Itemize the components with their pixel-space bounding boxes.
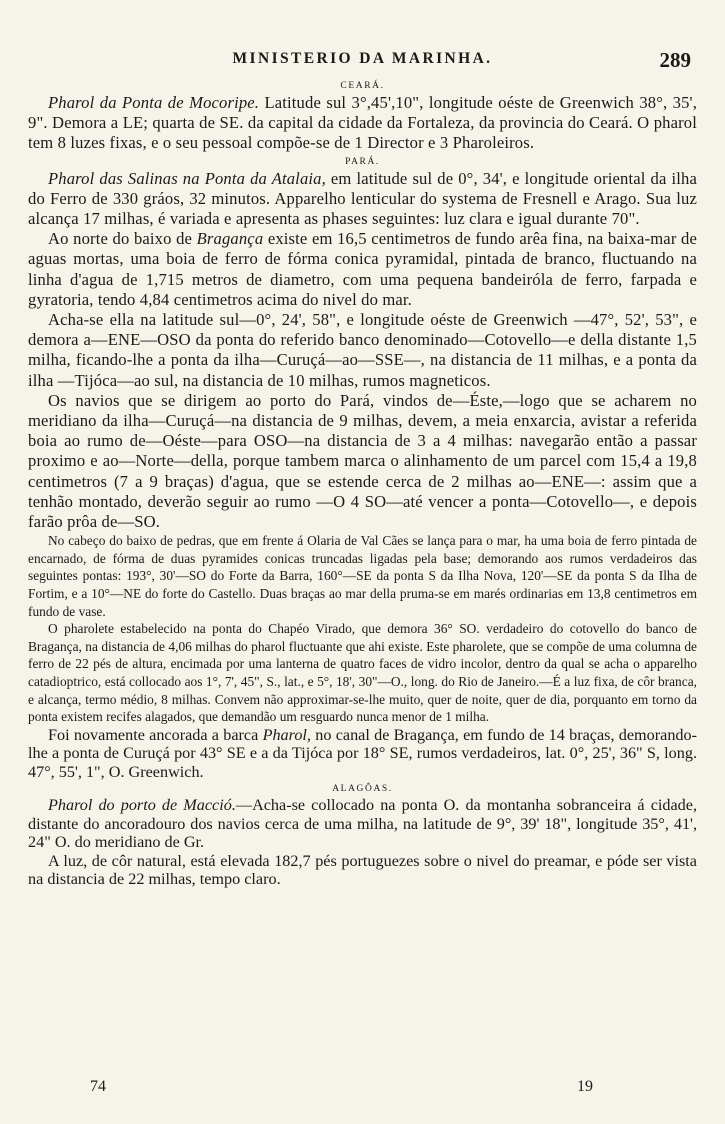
section-heading-para: PARÁ. (345, 156, 380, 167)
signature-mark: 74 (90, 1078, 106, 1095)
paragraph-text: Foi novamente ancorada a barca (48, 725, 263, 744)
place-name: Bragança (196, 229, 264, 249)
paragraph-ceara-pharol (28, 93, 697, 154)
paragraph-para-barca (28, 726, 697, 782)
place-name: Pharol das Salinas na Ponta da Atalaia, (48, 168, 326, 188)
page-header (30, 48, 695, 74)
paragraph-para-position: Acha-se ella na latitude sul—0°, 24', 58", e longitude oéste de Greenwich —47°, 52', 53", e demora a—ENE—OSO da ponta do referido banco denominado—Cotovello—e della distante 1,5 milha, ficando-lhe a ponta da ilha—Curuçá—ao—SSE—, na distancia de 11 milhas, e a ponta da ilha —Tijóca—ao sul, na distancia de 10 milhas, rumos magneticos. (28, 310, 697, 390)
paragraph-text: Latitude sul 3°,45',10", longitude oéste de Greenwich 38°, 35', 9". Demora a LE; quarta de SE. da capital da cidade da Fortaleza, da provincia do Ceará. O pharol tem 8 luzes fixas, e o seu pessoal compõe-se de 1 Director e 3 Pharoleiros. (28, 93, 697, 153)
paragraph-text: em latitude sul de 0°, 34', e longitude oriental da ilha do Ferro de 330 gráos, 32 minutos. Apparelho lenticular do systema de Fresnell e Arago. Sua luz alcança 17 milhas, é variada e apresenta as phases seguintes: luz clara e igual durante 70". (28, 168, 697, 229)
paragraph-text: —Acha-se collocado na ponta O. da montanha sobranceira á cidade, distante do ancoradouro dos navios cerca de uma milha, na latitude de 9°, 39' 18", longitude 35°, 41', 24" O. do meridiano de Gr. (28, 796, 697, 852)
page-number: 289 (659, 48, 691, 72)
running-title: MINISTERIO DA MARINHA. (232, 50, 493, 67)
vessel-name: Pharol, (262, 725, 311, 744)
paragraph-alagoas-luz: A luz, de côr natural, está elevada 182,7 pés portuguezes sobre o nivel do preamar, e póde ser vista na distancia de 22 milhas, tempo claro. (28, 851, 697, 889)
paragraph-alagoas-pharol (28, 796, 697, 852)
section-heading-alagoas: ALAGÔAS. (332, 784, 393, 795)
paragraph-text: existe em 16,5 centimetros de fundo arêa fina, na baixa-mar de aguas mortas, uma boia de ferro de fórma conica pyramidal, pintada de branco, fluctuando na linha d'agua de 1,715 metros de diametro, com uma pequena bandeiróla de ferro, farpada e gyratoria, tendo 4,84 centimetros acima do nivel do mar. (28, 229, 698, 309)
section-heading-ceara: CEARÁ. (340, 81, 385, 91)
page-footer (90, 1078, 593, 1098)
folio-number: 19 (577, 1078, 593, 1095)
paragraph-text: no canal de Bragança, em fundo de 14 braças, demorando-lhe a ponta de Curuçá por 43° SE e a da Tijóca por 18° SE, rumos verdadeiros, lat. 0°, 25', 36" S, long. 47°, 55', 1", O. Greenwich. (28, 725, 697, 781)
place-name: Pharol do porto de Macció. (48, 796, 236, 815)
paragraph-para-cabeco: No cabeço do baixo de pedras, que em frente á Olaria de Val Cães se lança para o mar, ha uma boia de ferro pintada de encarnado, de fórma de duas pyramides conicas truncadas ligadas pela base; demorando aos rumos verdadeiros das seguintes pontas: 193°, 30'—SO do Forte da Barra, 160°—SE da ponta S da Ilha Nova, 120'—SE da ponta S da Ilha de Fortim, e a 10°—NE do forte do Castello. Duas braças ao mar della pruma-se em marés ordinarias em 13,8 centimetros em fundo de vase. (28, 533, 697, 619)
paragraph-para-pharol (28, 169, 697, 230)
paragraph-para-navios: Os navios que se dirigem ao porto do Pará, vindos de—Éste,—logo que se acharem no meridiano da ilha—Curuçá—na distancia de 9 milhas, devem, a meia enxarcia, avistar a referida boia ao rumo de—Oéste—para OSO—na distancia de 3 a 4 milhas: navegarão então a passar proximo e ao—Norte—della, porque tambem marca o alinhamento de um parcel com 15,4 a 19,8 centimetros (7 a 9 braças) d'agua, que se estende cerca de 2 milhas ao—ENE—: assim que a tenhão montado, deverão seguir ao rumo —O 4 SO—até vencer a ponta—Cotovello—, e depois farão prôa de—SO. (28, 390, 697, 532)
page-body (28, 80, 697, 889)
paragraph-para-pharolete: O pharolete estabelecido na ponta do Chapéo Virado, que demora 36° SO. verdadeiro do cotovello do banco de Bragança, na distancia de 4,06 milhas do pharol fluctuante que ahi existe. Este pharolete, que se compõe de uma columna de ferro de 22 pés de altura, encimada por uma lanterna de quatro faces de vidro incolor, dentro da qual se acha o apparelho catadioptrico, está collocado aos 1°, 7', 45", S., lat., e 5°, 18', 30"—O., long. do Rio de Janeiro.—É a luz fixa, de côr branca, e alcança, termo médio, 8 milhas. Convem não approximar-se-lhe muito, quer de noite, quer de dia, porquanto em torno da ponta existem recifes alagados, que demandão um resguardo nunca menor de 1 milha. (28, 621, 697, 725)
paragraph-para-boia (28, 229, 697, 310)
place-name: Pharol da Ponta de Mocoripe. (48, 93, 260, 112)
paragraph-text: Ao norte do baixo de (48, 229, 197, 249)
